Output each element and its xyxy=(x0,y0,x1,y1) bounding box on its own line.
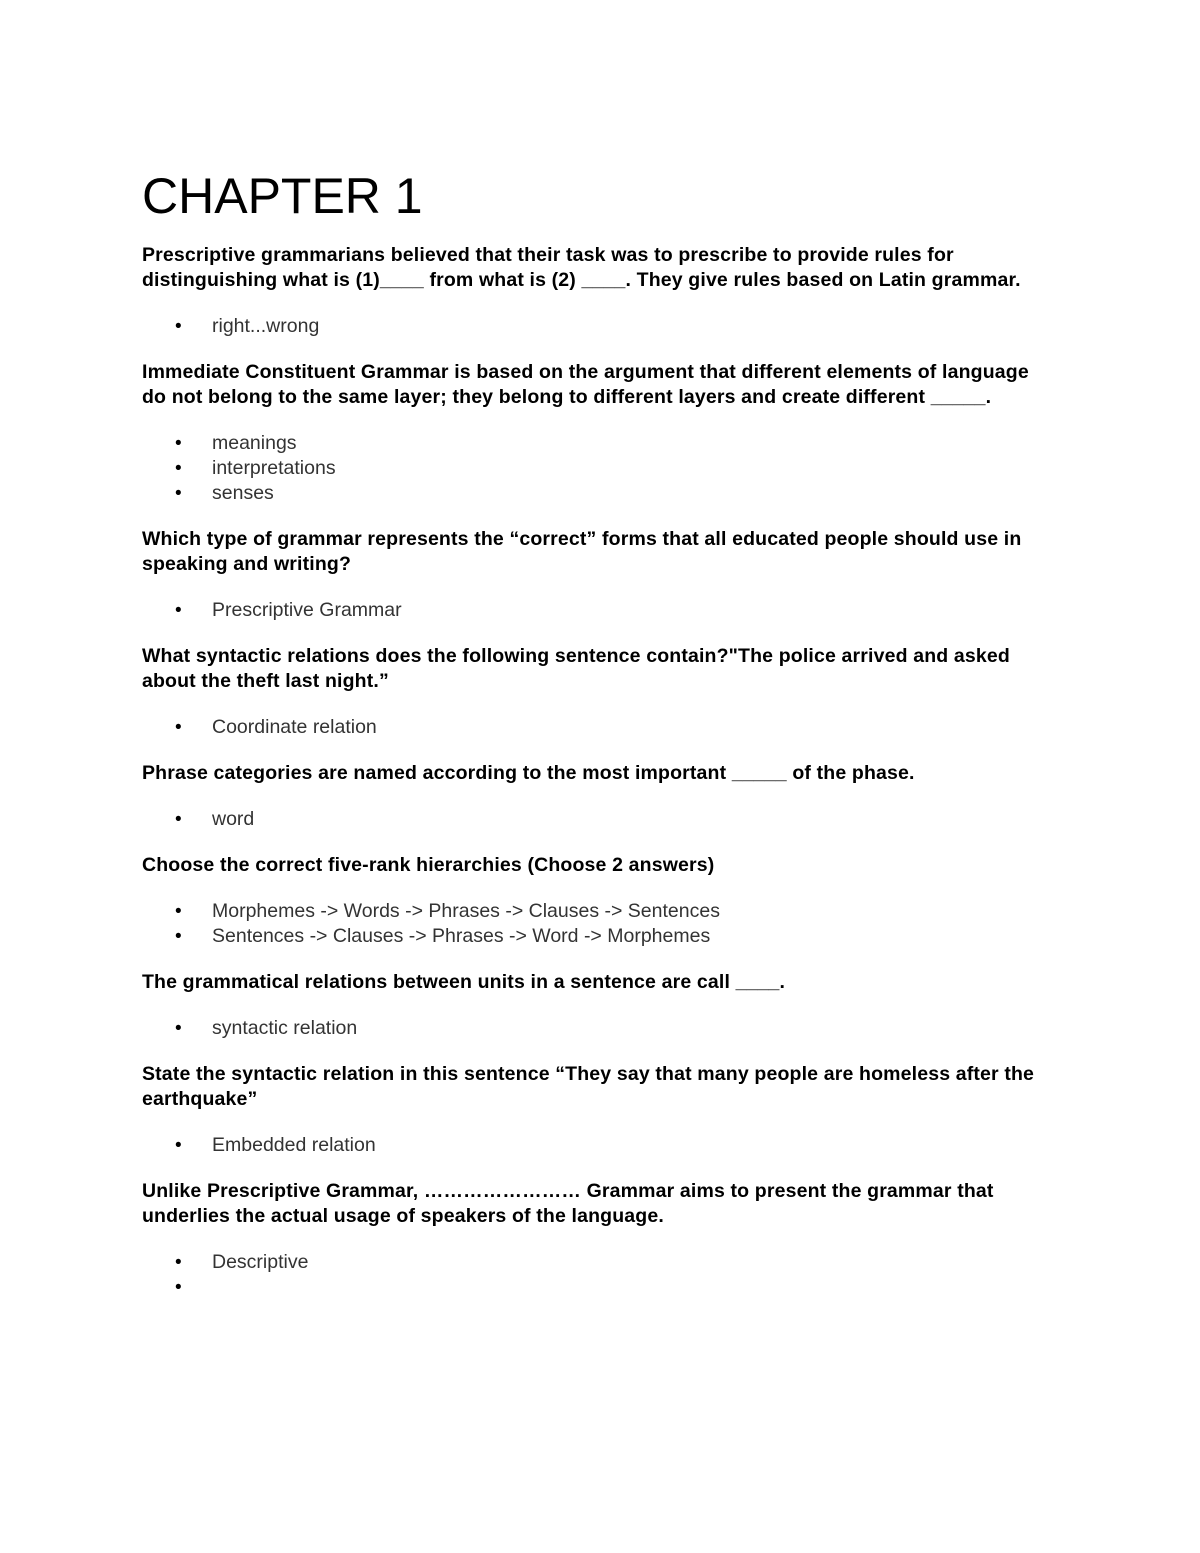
question-text: State the syntactic relation in this sentence “They say that many people are homeless after the earthquake” xyxy=(142,1063,1035,1110)
bullet-icon: • xyxy=(175,483,182,504)
bullet-icon: • xyxy=(175,316,182,337)
question-text: Immediate Constituent Grammar is based on the argument that different elements of language do not belong to the same layer; they belong to different layers and create different _____. xyxy=(142,361,1029,408)
bullet-icon: • xyxy=(175,901,182,922)
answer-text: interpretations xyxy=(212,457,336,479)
answer-item xyxy=(142,598,1042,623)
question-block xyxy=(142,527,1042,623)
answer-text: Prescriptive Grammar xyxy=(212,599,402,621)
answer-item xyxy=(142,924,1042,949)
question-block xyxy=(142,853,1042,949)
bullet-icon: • xyxy=(175,458,182,479)
answer-list xyxy=(142,1016,1042,1041)
answer-list xyxy=(142,431,1042,506)
answer-item xyxy=(142,1275,1042,1300)
answer-text: meanings xyxy=(212,432,297,454)
answer-list xyxy=(142,1133,1042,1158)
chapter-title: CHAPTER 1 xyxy=(142,168,423,224)
answer-item xyxy=(142,899,1042,924)
question-text: Which type of grammar represents the “correct” forms that all educated people should use in speaking and writing? xyxy=(142,528,1022,575)
answer-list xyxy=(142,314,1042,339)
answer-item xyxy=(142,1016,1042,1041)
answer-item xyxy=(142,715,1042,740)
answer-list xyxy=(142,807,1042,832)
question-list xyxy=(142,243,1042,1300)
bullet-icon: • xyxy=(175,1252,182,1273)
answer-text: senses xyxy=(212,482,274,504)
question-text: The grammatical relations between units in a sentence are call ____. xyxy=(142,971,786,993)
answer-list xyxy=(142,715,1042,740)
bullet-icon: • xyxy=(175,809,182,830)
question-text: Choose the correct five-rank hierarchies (Choose 2 answers) xyxy=(142,854,715,876)
question-block xyxy=(142,644,1042,740)
answer-item xyxy=(142,456,1042,481)
answer-item xyxy=(142,431,1042,456)
question-text: Prescriptive grammarians believed that their task was to prescribe to provide rules for distinguishing what is (1)____ from what is (2) ____. They give rules based on Latin grammar. xyxy=(142,244,1021,291)
answer-text: right...wrong xyxy=(212,315,320,337)
question-block xyxy=(142,970,1042,1041)
question-block xyxy=(142,1062,1042,1158)
bullet-icon: • xyxy=(175,926,182,947)
question-text: Unlike Prescriptive Grammar, …………………… Grammar aims to present the grammar that underlies the actual usage of speakers of the language. xyxy=(142,1180,994,1227)
question-text: Phrase categories are named according to the most important _____ of the phase. xyxy=(142,762,915,784)
question-block xyxy=(142,1179,1042,1300)
question-block xyxy=(142,360,1042,506)
question-block xyxy=(142,243,1042,339)
answer-item xyxy=(142,1250,1042,1275)
bullet-icon: • xyxy=(175,717,182,738)
bullet-icon: • xyxy=(175,600,182,621)
answer-text: Sentences -> Clauses -> Phrases -> Word -> Morphemes xyxy=(212,925,711,947)
answer-list xyxy=(142,598,1042,623)
answer-item xyxy=(142,807,1042,832)
bullet-icon: • xyxy=(175,433,182,454)
answer-text: Descriptive xyxy=(212,1251,309,1273)
answer-text: syntactic relation xyxy=(212,1017,358,1039)
bullet-icon: • xyxy=(175,1135,182,1156)
answer-text: word xyxy=(212,808,255,830)
answer-list xyxy=(142,899,1042,949)
answer-text: Morphemes -> Words -> Phrases -> Clauses -> Sentences xyxy=(212,900,720,922)
answer-item xyxy=(142,481,1042,506)
document-page xyxy=(142,168,1042,1321)
question-text: What syntactic relations does the following sentence contain?"The police arrived and asked about the theft last night.” xyxy=(142,645,1010,692)
bullet-icon: • xyxy=(175,1277,182,1298)
bullet-icon: • xyxy=(175,1018,182,1039)
answer-text: Coordinate relation xyxy=(212,716,377,738)
question-block xyxy=(142,761,1042,832)
answer-list xyxy=(142,1250,1042,1300)
answer-text: Embedded relation xyxy=(212,1134,376,1156)
answer-item xyxy=(142,314,1042,339)
answer-item xyxy=(142,1133,1042,1158)
